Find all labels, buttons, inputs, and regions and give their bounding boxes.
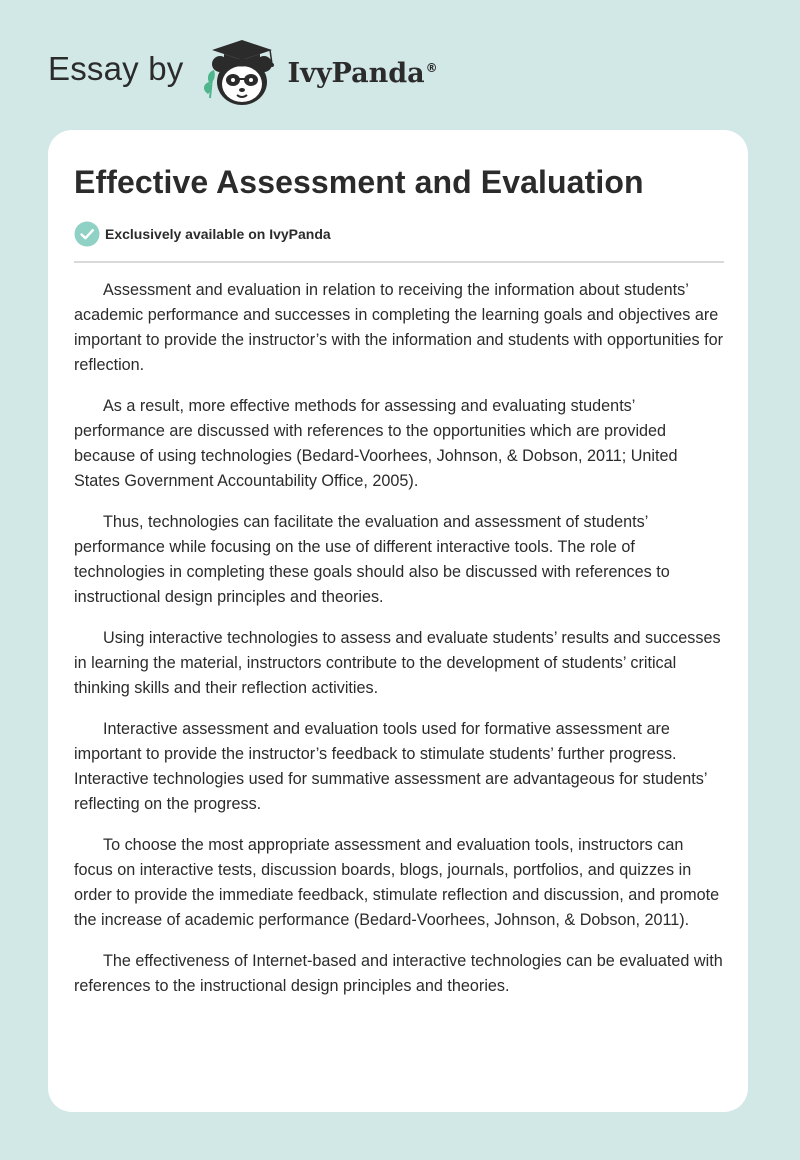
title-divider: [74, 261, 724, 263]
brand-prefix: Essay by: [48, 50, 184, 87]
brand-name: IvyPanda®: [287, 57, 438, 89]
essay-body: [74, 278, 726, 1015]
exclusive-badge: [74, 221, 331, 247]
panda-logo-icon: [198, 34, 286, 110]
paragraph: Interactive assessment and evaluation tools used for formative assessment are important to provide the instructor’s feedback to stimulate students’ further progress. Interactive technologies used for summative assessment are advantageous for students’ reflecting on the progress.: [74, 720, 707, 813]
essay-title: Effective Assessment and Evaluation: [74, 164, 644, 200]
paragraph: Using interactive technologies to assess and evaluate students’ results and successes in learning the material, instructors contribute to the development of students’ critical thinking skills and their reflection activities.: [74, 629, 721, 697]
paragraph: Thus, technologies can facilitate the evaluation and assessment of students’ performance while focusing on the use of different interactive tools. The role of technologies in completing these goals should also be discussed with references to instructional design principles and theories.: [74, 513, 670, 606]
exclusive-badge-label: Exclusively available on IvyPanda: [105, 226, 331, 242]
paragraph: Assessment and evaluation in relation to receiving the information about students’ academic performance and successes in completing the learning goals and objectives are important to provide the instructor’s with the information and students with opportunities for reflection.: [74, 281, 724, 374]
paragraph: As a result, more effective methods for assessing and evaluating students’ performance are discussed with references to the opportunities which are provided because of using technologies (Bedard-Voorhees, Johnson, & Dobson, 2011; United States Government Accountability Office, 2005).: [74, 397, 678, 490]
check-circle-icon: [74, 221, 100, 247]
site-brand[interactable]: [48, 34, 438, 110]
essay-card: [48, 130, 748, 1112]
paragraph: To choose the most appropriate assessment and evaluation tools, instructors can focus on interactive tests, discussion boards, blogs, journals, portfolios, and quizzes in order to provide the immediate feedback, stimulate reflection and discussion, and promote the increase of academic performance (Bedard-Voorhees, Johnson, & Dobson, 2011).: [74, 836, 720, 929]
paragraph: The effectiveness of Internet-based and interactive technologies can be evaluated with references to the instructional design principles and theories.: [74, 952, 723, 995]
